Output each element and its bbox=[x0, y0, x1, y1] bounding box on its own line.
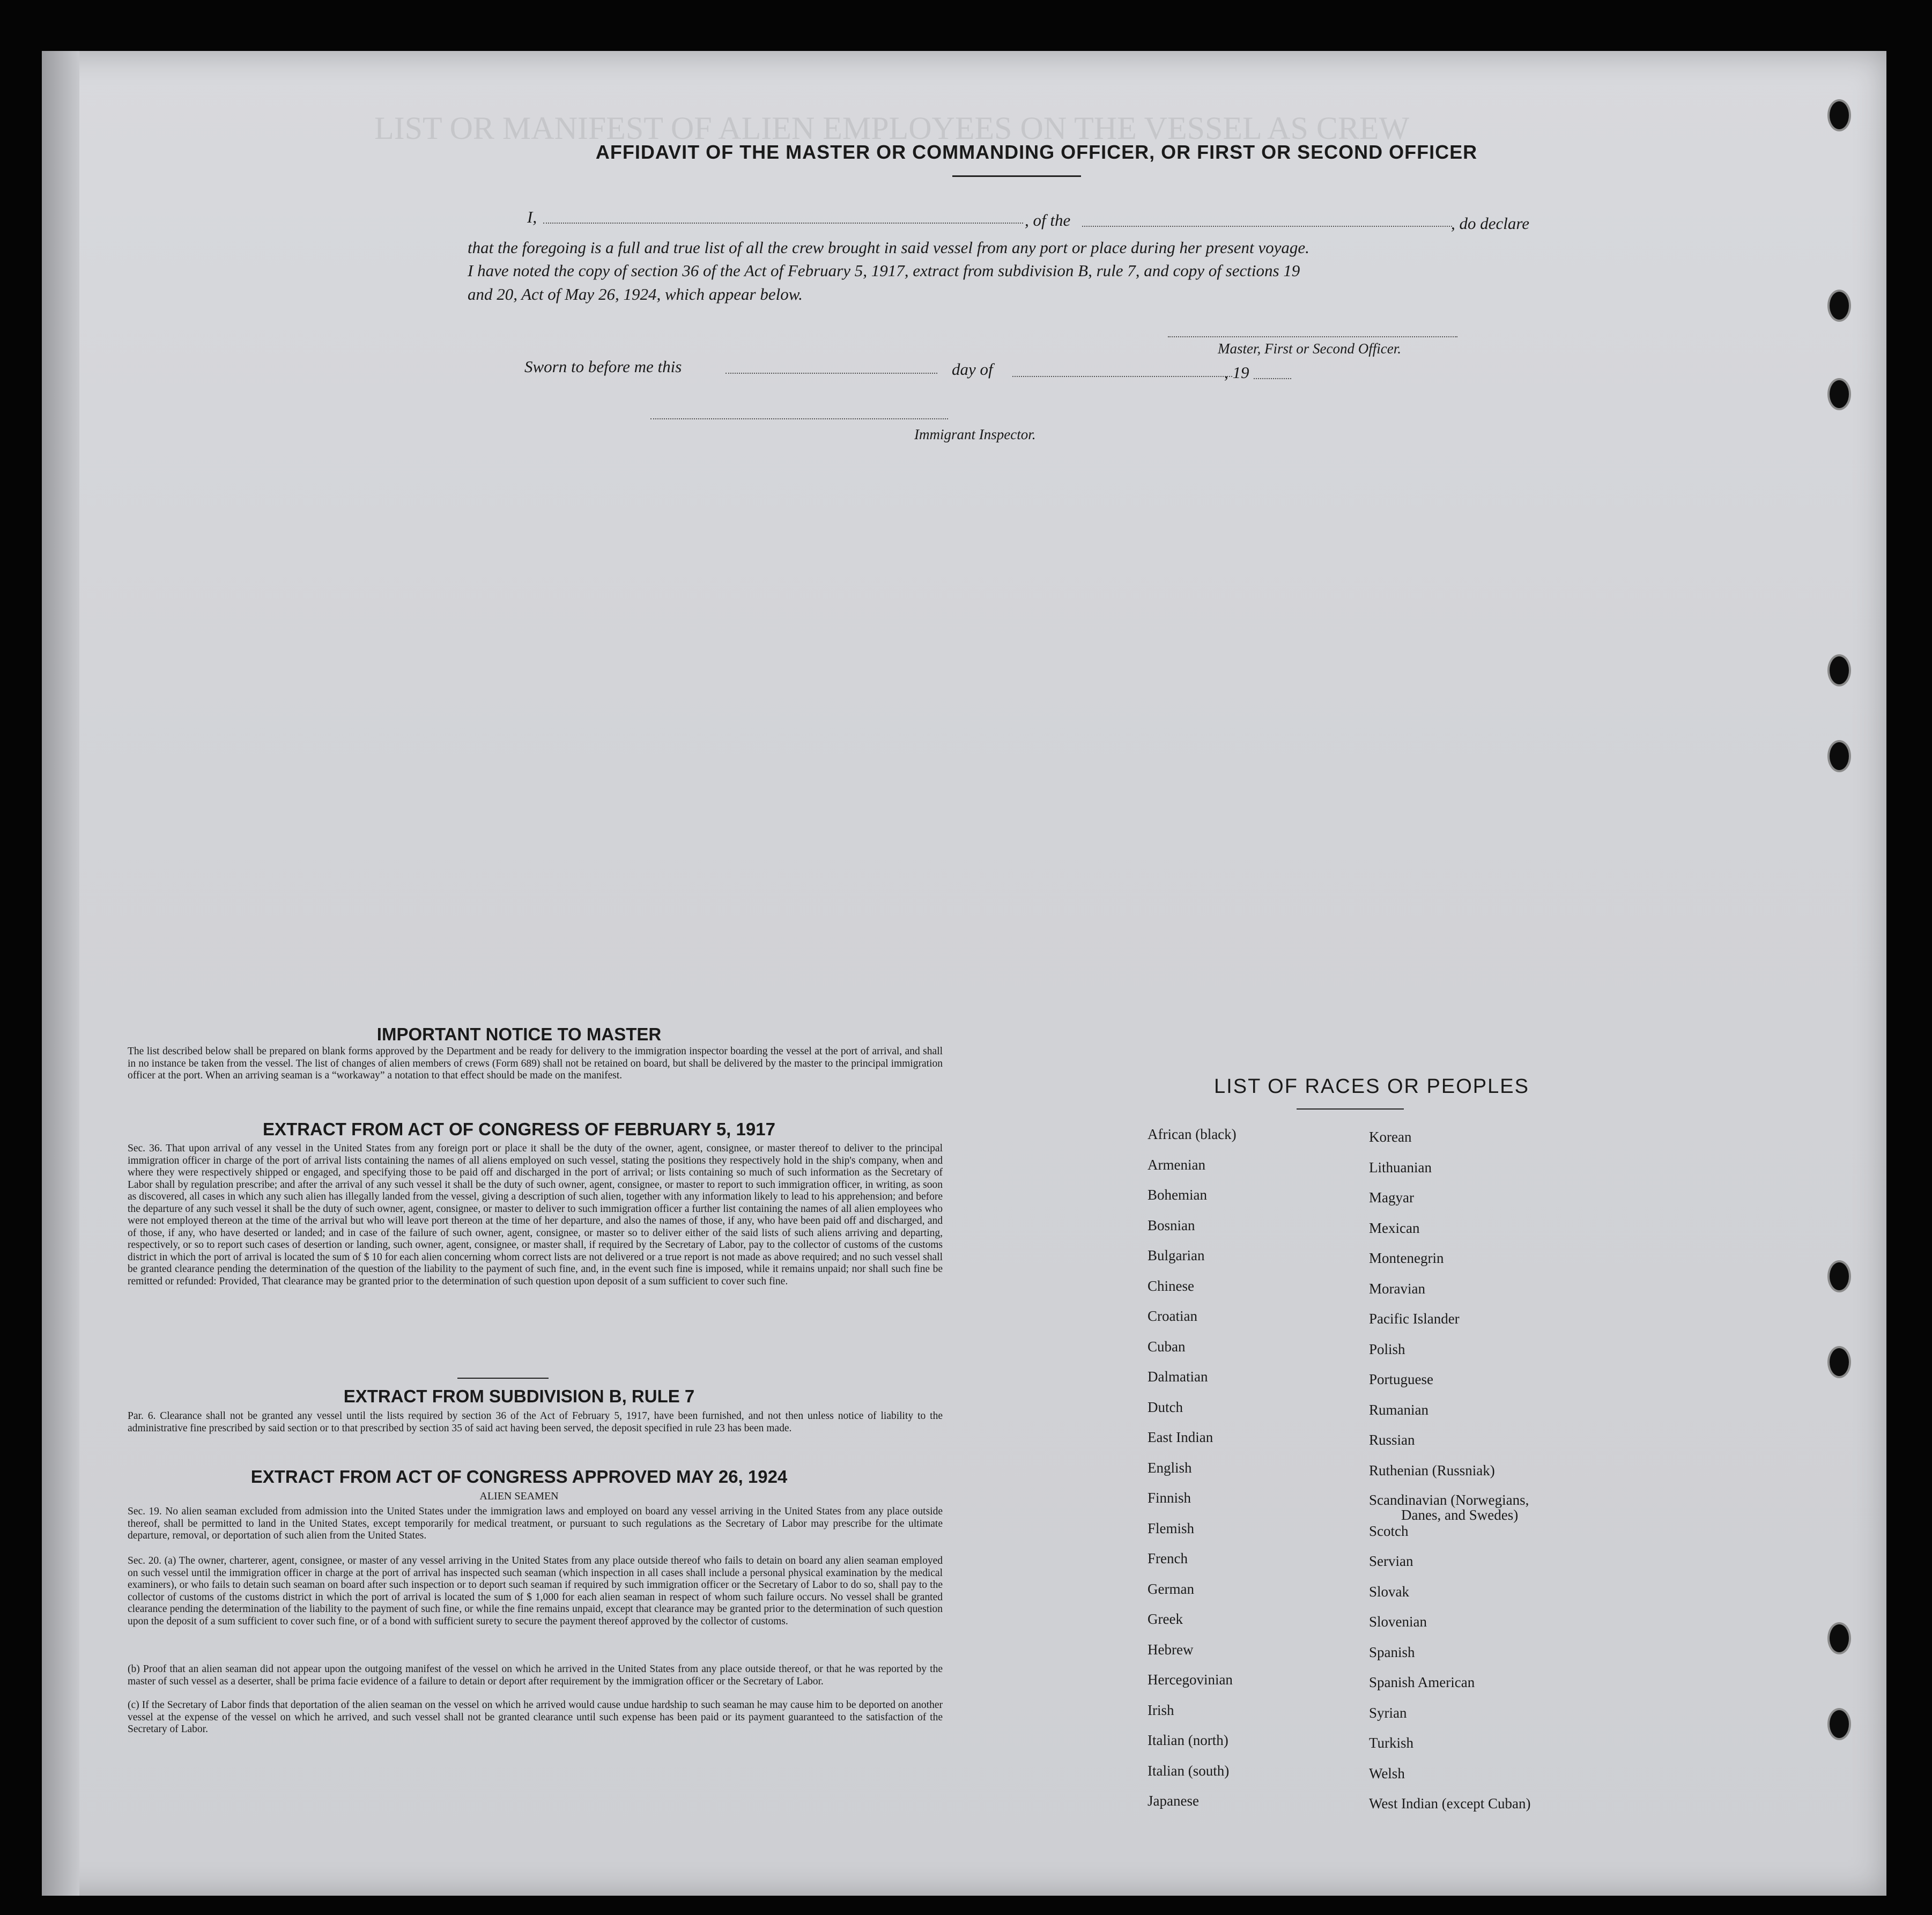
sec-20b-text: (b) Proof that an alien seaman did not appear upon the outgoing manifest of the vessel on which he arrived in the United States from any place outside thereof, or that he was reported by the master of such vessel as a deserter, shall be prima facie evidence of a failure to detain or deport after requirement by the immigration officer or the Secretary of Labor. bbox=[128, 1663, 943, 1687]
race-item bbox=[1369, 1492, 1530, 1523]
race-item: Syrian bbox=[1369, 1704, 1407, 1721]
race-item: Spanish bbox=[1369, 1644, 1415, 1660]
race-item: Scotch bbox=[1369, 1522, 1409, 1539]
subdivision-title: EXTRACT FROM SUBDIVISION B, RULE 7 bbox=[343, 1386, 695, 1406]
race-item: Mexican bbox=[1369, 1219, 1420, 1236]
race-item: Hebrew bbox=[1148, 1641, 1194, 1658]
race-item: Bosnian bbox=[1148, 1217, 1195, 1233]
sec-20a-text: Sec. 20. (a) The owner, charterer, agent, consignee, or master of any vessel arriving in the United States from any place outside thereof who fails to detain on board any alien seaman employed on such vessel until the immigration officer in charge at the port of arrival has inspected such seaman (which inspection in all cases shall include a personal physical examination by the medical examiners), or who fails to detain such seaman on board after such inspection or to deport such seaman if required by such immigration officer or the Secretary of Labor to do so, shall pay to the collector of customs of the customs district in which the port of arrival is located the sum of $ 1,000 for each alien seaman in respect of whom such failure occurs. No vessel shall be granted clearance pending the determination of the liability to the payment of such fine, or while the fine remains unpaid, except that clearance may be granted prior to the determination of such question upon the deposit of a sum sufficient to cover such fine, or of a bond with sufficient surety to secure the payment thereof approved by the collector of customs. bbox=[128, 1555, 943, 1627]
race-item: Dutch bbox=[1148, 1399, 1183, 1415]
races-title-rule bbox=[1297, 1108, 1404, 1110]
binder-hole-icon bbox=[1827, 1260, 1851, 1292]
extract-1924-title: EXTRACT FROM ACT OF CONGRESS APPROVED MAY 26, 1924 bbox=[250, 1467, 788, 1487]
race-item: Dalmatian bbox=[1148, 1369, 1208, 1385]
affidavit-line-2: I have noted the copy of section 36 of the Act of February 5, 1917, extract from subdivision B, rule 7, and copy of sections 19 bbox=[468, 261, 1300, 280]
sec-20c-text: (c) If the Secretary of Labor finds that deportation of the alien seaman on the vessel on which he arrived would cause undue hardship to such seaman he may cause him to be deported on another vessel at the expense of the vessel on which he arrived, and such vessel shall not be granted clearance until such expense has been paid or its payment guaranteed to the satisfaction of the Secretary of Labor. bbox=[128, 1699, 943, 1735]
race-item: Pacific Islander bbox=[1369, 1311, 1460, 1327]
race-item: Welsh bbox=[1369, 1765, 1405, 1781]
notice-text: The list described below shall be prepared on blank forms approved by the Department and be ready for delivery to the immigration inspector boarding the vessel at the port of arrival, and shall in no instance be taken from the vessel. The list of changes of alien members of crews (Form 689) shall not be retained on board, but shall be delivered by the master to the principal immigration officer at the port. When an arriving seaman is a “workaway” a notation to that effect should be made on the manifest. bbox=[128, 1046, 943, 1081]
races-column-2 bbox=[1369, 1129, 1530, 1826]
day-of-label: day of bbox=[952, 360, 993, 379]
race-item: German bbox=[1148, 1580, 1194, 1597]
binder-hole-icon bbox=[1827, 1346, 1851, 1378]
master-label: Master, First or Second Officer. bbox=[1218, 341, 1401, 357]
affidavit-title: AFFIDAVIT OF THE MASTER OR COMMANDING OFFICER, OR FIRST OR SECOND OFFICER bbox=[595, 141, 1478, 163]
race-item: Irish bbox=[1148, 1702, 1174, 1718]
binder-hole-icon bbox=[1827, 1622, 1851, 1654]
race-item: Servian bbox=[1369, 1553, 1413, 1569]
race-item: Portuguese bbox=[1369, 1371, 1433, 1387]
inspector-label: Immigrant Inspector. bbox=[914, 426, 1036, 442]
race-item: Korean bbox=[1369, 1129, 1412, 1145]
page-edge bbox=[42, 51, 79, 1896]
sworn-label: Sworn to before me this bbox=[524, 357, 682, 376]
race-item: Japanese bbox=[1148, 1793, 1199, 1809]
binder-hole-icon bbox=[1827, 654, 1851, 686]
year-label: , 19 bbox=[1224, 363, 1249, 382]
title-rule bbox=[952, 175, 1081, 177]
race-item: Russian bbox=[1369, 1432, 1415, 1448]
year-blank bbox=[1254, 378, 1291, 379]
document-page bbox=[42, 51, 1886, 1896]
race-item: Bohemian bbox=[1148, 1187, 1207, 1203]
binder-hole-icon bbox=[1827, 99, 1851, 131]
race-item: Chinese bbox=[1148, 1277, 1194, 1294]
race-item: Ruthenian (Russniak) bbox=[1369, 1462, 1495, 1478]
race-item: Lithuanian bbox=[1369, 1159, 1432, 1175]
race-item: East Indian bbox=[1148, 1429, 1213, 1445]
race-item: Finnish bbox=[1148, 1490, 1191, 1506]
notice-title: IMPORTANT NOTICE TO MASTER bbox=[376, 1024, 662, 1044]
month-blank bbox=[1012, 376, 1232, 377]
affidavit-do-declare: , do declare bbox=[1451, 214, 1530, 233]
race-item: Greek bbox=[1148, 1611, 1183, 1627]
race-item: English bbox=[1148, 1459, 1192, 1476]
race-item: Magyar bbox=[1369, 1189, 1414, 1206]
section-divider-1 bbox=[457, 1378, 549, 1379]
day-blank bbox=[726, 373, 937, 374]
race-item: Spanish American bbox=[1369, 1674, 1475, 1690]
race-item: Flemish bbox=[1148, 1520, 1195, 1536]
binder-hole-icon bbox=[1827, 740, 1851, 772]
race-item: Italian (south) bbox=[1148, 1762, 1230, 1779]
extract-1917-text: Sec. 36. That upon arrival of any vessel in the United States from any foreign port or place it shall be the duty of the owner, agent, consignee, or master thereof to deliver to the principal immigration officer in charge of the port of arrival lists containing the names of all aliens employed on such vessel, stating the positions they respectively hold in the ship's company, when and where they were respectively shipped or engaged, and specifying those to be paid off and discharged in the port of arrival; or lists containing so much of such information as the Secretary of Labor shall by regulation prescribe; and after the arrival of any such vessel it shall be the duty of such owner, agent, consignee, or master to report to such immigration officer, in writing, as soon as discovered, all cases in which any such alien has illegally landed from the vessel, giving a description of such alien, together with any information likely to lead to his apprehension; and before the departure of any such vessel it shall be the duty of such owner, agent, consignee, or master to deliver to such immigration officer a further list containing the names of all alien employees who were not employed thereon at the time of the arrival but who will leave port thereon at the time of her departure, and also the names of those, if any, who have been paid off and discharged, and of those, if any, who have deserted or landed; and in case of the failure of such owner, agent, consignee, or master so to deliver either of the said lists of such aliens arriving and departing, respectively, or so to report such cases of desertion or landing, such owner, agent, consignee, or master shall, if required by the Secretary of Labor, pay to the collector of customs of the customs district in which the port of arrival is located the sum of $ 10 for each alien concerning whom correct lists are not delivered or a true report is not made as above required; and no such vessel shall be granted clearance pending the determination of the question of the liability to the payment of such fine, and, in the event such fine is imposed, while it remains unpaid; nor shall such fine be remitted or refunded: Provided, That clearance may be granted prior to the determination of such question upon deposit of a sum sufficient to cover such fine. bbox=[128, 1143, 943, 1287]
race-item: Rumanian bbox=[1369, 1401, 1428, 1418]
race-item: Bulgarian bbox=[1148, 1247, 1205, 1263]
binder-holes bbox=[1827, 51, 1865, 1896]
race-item: Armenian bbox=[1148, 1156, 1205, 1173]
race-item-line: Scandinavian (Norwegians, bbox=[1369, 1492, 1529, 1508]
binder-hole-icon bbox=[1827, 290, 1851, 322]
race-item: Italian (north) bbox=[1148, 1732, 1228, 1748]
race-item: African (black) bbox=[1148, 1126, 1237, 1142]
affidavit-i-label: I, bbox=[527, 208, 537, 226]
race-item: Montenegrin bbox=[1369, 1250, 1444, 1266]
vessel-blank bbox=[1082, 226, 1452, 227]
affidavit-line-1: that the foregoing is a full and true list of all the crew brought in said vessel from any port or place during her present voyage. bbox=[468, 238, 1309, 257]
sec-19-text: Sec. 19. No alien seaman excluded from admission into the United States under the immigration laws and employed on board any vessel arriving in the United States from any place outside thereof, shall be permitted to land in the United States, except temporarily for medical treatment, or pursuant to such regulations as the Secretary of Labor may prescribe for the ultimate departure, removal, or deportation of such alien from the United States. bbox=[128, 1506, 943, 1541]
affidavit-of-the-label: , of the bbox=[1025, 211, 1071, 230]
subdivision-text: Par. 6. Clearance shall not be granted any vessel until the lists required by section 36 of the Act of February 5, 1917, have been furnished, and not then unless notice of liability to the administrative fine prescribed by said section or to that prescribed by section 35 of said act having been served, the deposit specified in rule 23 has been made. bbox=[128, 1410, 943, 1434]
race-item: Turkish bbox=[1369, 1735, 1414, 1751]
race-item: West Indian (except Cuban) bbox=[1369, 1795, 1531, 1812]
race-item: Cuban bbox=[1148, 1338, 1186, 1355]
binder-hole-icon bbox=[1827, 1708, 1851, 1740]
race-item: Slovenian bbox=[1369, 1614, 1427, 1630]
race-item: French bbox=[1148, 1550, 1188, 1566]
affidavit-line-3: and 20, Act of May 26, 1924, which appear below. bbox=[468, 285, 803, 304]
race-item: Moravian bbox=[1369, 1280, 1425, 1297]
race-item: Hercegovinian bbox=[1148, 1672, 1233, 1688]
race-item-continuation: Danes, and Swedes) bbox=[1401, 1507, 1519, 1523]
race-item: Croatian bbox=[1148, 1308, 1197, 1324]
bleed-through: LIST OR MANIFEST OF ALIEN EMPLOYEES ON THE VESSEL AS CREW bbox=[374, 110, 1410, 146]
races-title: LIST OF RACES OR PEOPLES bbox=[1214, 1075, 1529, 1098]
master-signature-line bbox=[1168, 336, 1457, 337]
race-item: Slovak bbox=[1369, 1583, 1410, 1600]
binder-hole-icon bbox=[1827, 378, 1851, 410]
inspector-signature-line bbox=[650, 418, 948, 419]
race-item: Polish bbox=[1369, 1341, 1405, 1357]
extract-1917-title: EXTRACT FROM ACT OF CONGRESS OF FEBRUARY 5, 1917 bbox=[263, 1119, 775, 1139]
name-blank bbox=[543, 223, 1023, 224]
races-column-1 bbox=[1148, 1126, 1237, 1823]
extract-1924-subtitle: ALIEN SEAMEN bbox=[479, 1490, 559, 1502]
